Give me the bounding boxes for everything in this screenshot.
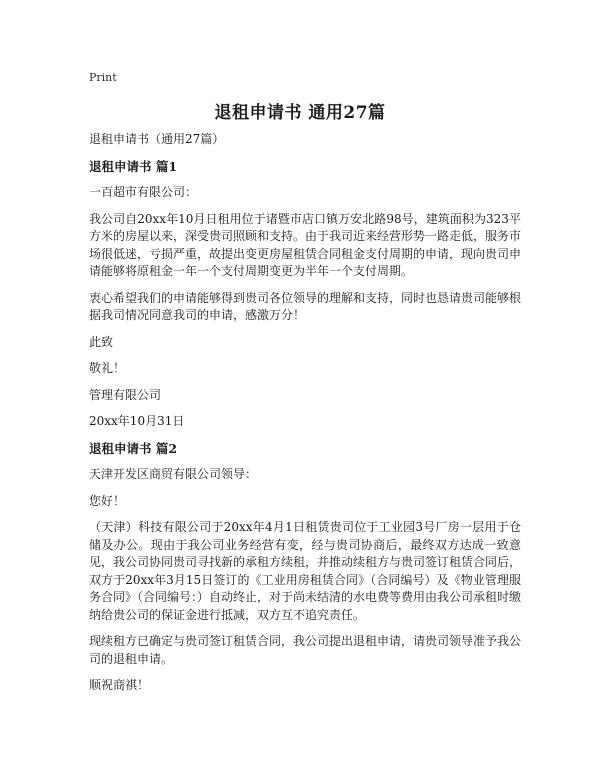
document-body [89, 131, 521, 704]
article-1-signature: 管理有限公司 [89, 387, 162, 402]
article-2-heading: 退租申请书 篇2 [89, 440, 178, 456]
article-2-paragraph-request: 现续租方已确定与贵司签订租赁合同，我公司提出退租申请，请贵司领导准予我公司的退租申请。 [89, 634, 522, 666]
article-2-salutation: 天津开发区商贸有限公司领导： [89, 467, 258, 481]
article-2-greeting: 您好！ [89, 493, 126, 508]
article-2-closing: 顺祝商祺！ [89, 678, 150, 692]
article-1-heading: 退租申请书 篇1 [89, 158, 178, 174]
document-subtitle: 退租申请书（通用27篇） [89, 132, 225, 146]
article-2-paragraph-body: （天津）科技有限公司于20xx年4月1日租赁贵司位于工业园3号厂房一层用于仓储及办公。现由于我公司业务经营有变，经与贵司协商后，最终双方达成一致意见，我公司协同贵司寻找新的承租方续租，并推动续租方与贵司签订租赁合同后，双方于20xx年3月15日签订的《工业用房租赁合同》（合同编号）及《物业管理服务合同》（合同编号：）自动终止，对于尚未结清的水电费等费用由我公司承租时缴纳给贵公司的保证金进行抵减，双方互不追究责任。 [89, 520, 522, 622]
article-1-paragraph-request: 衷心希望我们的申请能够得到贵司各位领导的理解和支持，同时也恳请贵司能够根据我司情况同意我司的申请，感激万分！ [89, 290, 522, 322]
page-title: 退租申请书 通用27篇 [214, 103, 386, 123]
article-1-date: 20xx年10月31日 [89, 414, 185, 428]
article-1-closing: 此致 [89, 334, 114, 349]
article-1-salutation: 一百超市有限公司： [89, 185, 198, 199]
article-1-regards: 敬礼！ [89, 361, 126, 375]
article-1-paragraph-body: 我公司自20xx年10月日租用位于诸暨市店口镇万安北路98号，建筑面积为323平方米的房屋以来，深受贵司照顾和支持。由于我司近来经营形势一路走低，服务市场很低迷，亏损严重，故提出变更房屋租赁合同租金支付周期的申请，现向贵司申请能够将原租金一年一个支付周期变更为半年一个支付周期。 [89, 211, 522, 278]
print-link[interactable]: Print [89, 71, 117, 84]
